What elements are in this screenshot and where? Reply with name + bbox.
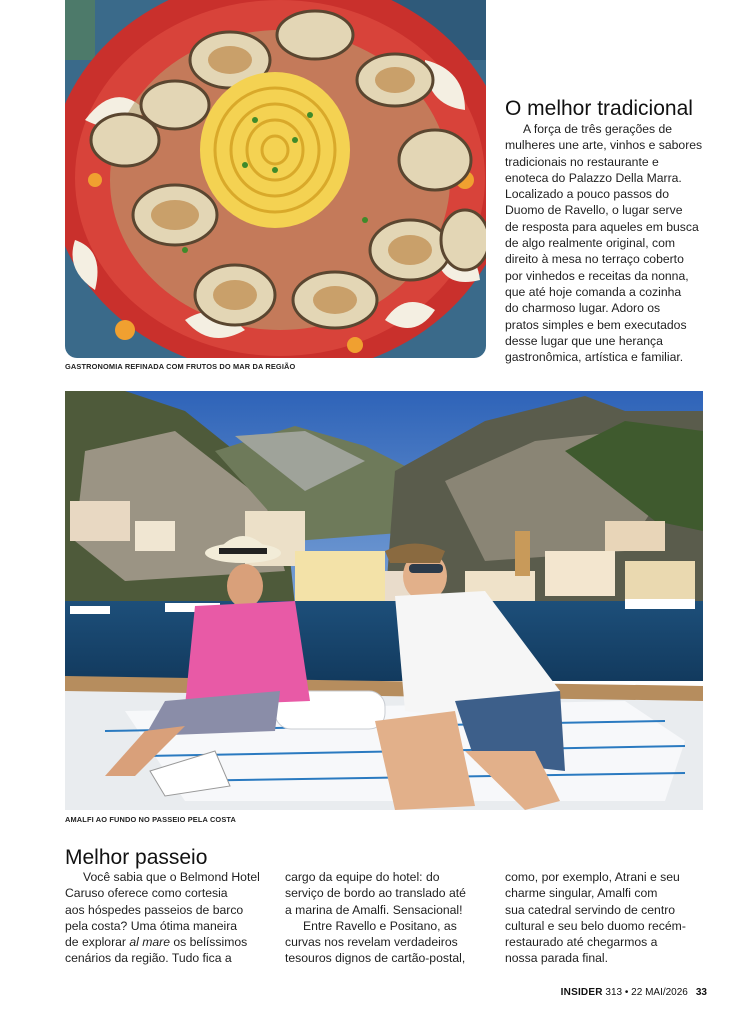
section-body-tradicional (505, 121, 702, 365)
body-line: de algo realmente original, com (505, 236, 676, 251)
body-line: Duomo de Ravello, o lugar serve (505, 203, 683, 218)
body-line: sua catedral servindo de centro (505, 902, 676, 917)
body-line: pratos simples e bem executados (505, 317, 687, 332)
body-line: Caruso oferece como cortesia (65, 886, 228, 901)
section-body-passeio-col1 (65, 869, 260, 967)
section-heading-passeio: Melhor passeio (65, 846, 208, 869)
body-line: do charmoso lugar. Adoro os (505, 301, 661, 316)
body-line: serviço de bordo ao translado até (285, 886, 466, 901)
body-line: cenários da região. Tudo fica a (65, 951, 232, 966)
body-line-al-mare (65, 934, 260, 950)
body-line: Você sabia que o Belmond Hotel (83, 870, 260, 884)
text-run: de explorar (65, 935, 130, 950)
body-line: que até hoje comanda a cozinha (505, 284, 682, 299)
body-line: enoteca do Palazzo Della Marra. (505, 170, 682, 185)
body-line: direito à mesa no terraço coberto (505, 252, 684, 267)
body-line: desse lugar que une herança (505, 333, 663, 348)
page-footer (561, 987, 707, 998)
italic-term-al-mare: al mare (129, 935, 170, 950)
magazine-brand: INSIDER (560, 987, 603, 998)
body-line: curvas nos revelam verdadeiros (285, 935, 458, 950)
body-line: tradicionais no restaurante e (505, 154, 659, 169)
body-line: charme singular, Amalfi com (505, 886, 658, 901)
body-line: restaurado até chegarmos a (505, 935, 658, 950)
body-line: cargo da equipe do hotel: do (285, 870, 440, 884)
photo-caption-boat: AMALFI AO FUNDO NO PASSEIO PELA COSTA (65, 815, 237, 824)
body-line: A força de três gerações de (523, 122, 673, 136)
page-number: 33 (695, 987, 707, 998)
pasta-clams-photo (65, 0, 486, 358)
body-line: por vinhedos e receitas da nonna, (505, 268, 689, 283)
photo-caption-pasta: GASTRONOMIA REFINADA COM FRUTOS DO MAR DA REGIÃO (65, 362, 296, 371)
body-line: tesouros dignos de cartão-postal, (285, 951, 466, 966)
body-line: mulheres une arte, vinhos e sabores (505, 138, 703, 153)
issue-details: 313 • 22 MAI/2026 (602, 987, 688, 998)
amalfi-boat-photo (65, 391, 703, 810)
body-line: nossa parada final. (505, 951, 608, 966)
body-line: pela costa? Uma ótima maneira (65, 918, 238, 933)
body-line: Localizado a pouco passos do (505, 187, 669, 202)
body-line: cultural e seu belo duomo recém- (505, 918, 686, 933)
section-body-passeio-col3 (505, 869, 686, 967)
body-line: gastronômica, artística e familiar. (505, 350, 684, 365)
body-line: aos hóspedes passeios de barco (65, 902, 244, 917)
body-line: a marina de Amalfi. Sensacional! (285, 902, 463, 917)
section-body-passeio-col2 (285, 869, 466, 967)
body-line: como, por exemplo, Atrani e seu (505, 870, 680, 884)
section-heading-tradicional: O melhor tradicional (505, 97, 693, 120)
body-line: Entre Ravello e Positano, as (303, 918, 457, 933)
text-run: os belíssimos (170, 935, 248, 950)
body-line: de resposta para aqueles em busca (505, 219, 699, 234)
